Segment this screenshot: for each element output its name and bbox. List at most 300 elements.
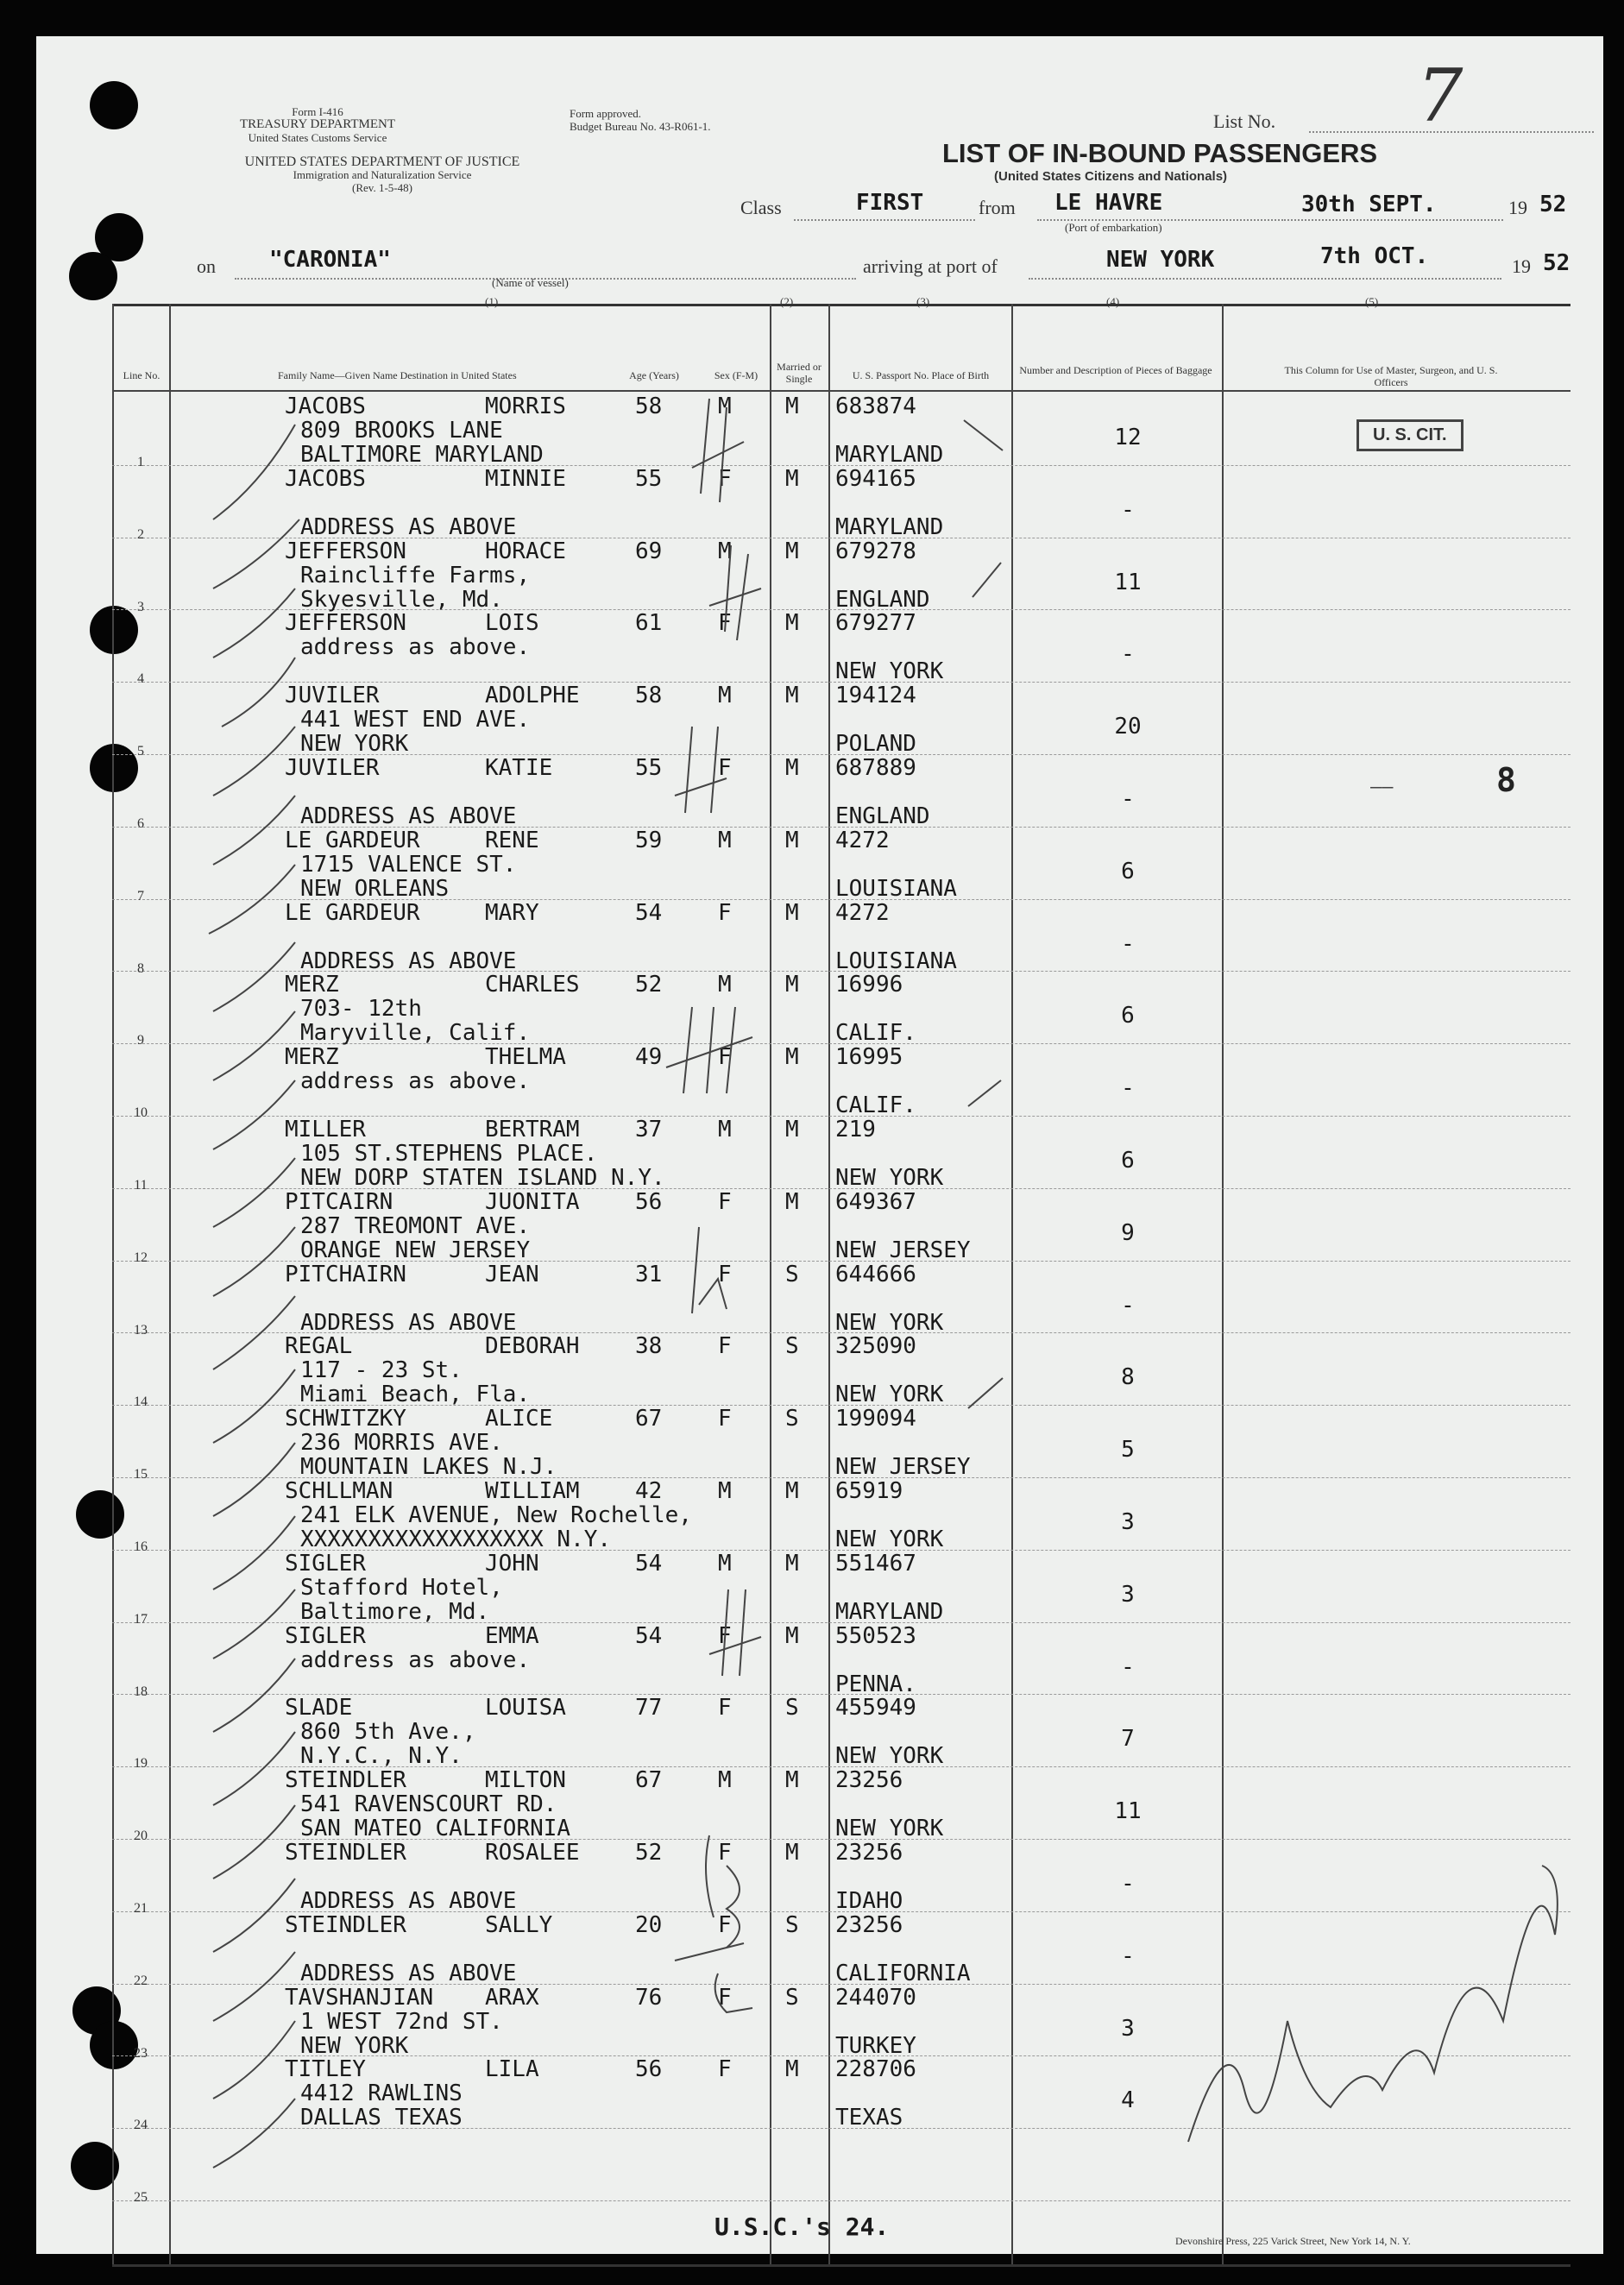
line-number: 17: [134, 1611, 148, 1627]
line-number: 12: [134, 1250, 148, 1265]
given-name: LILA: [485, 2056, 539, 2083]
baggage-count: -: [1121, 496, 1135, 523]
address-line-1: 287 TREOMONT AVE.: [300, 1212, 531, 1239]
address-line-1: 236 MORRIS AVE.: [300, 1430, 503, 1457]
baggage-count: -: [1121, 1871, 1135, 1897]
address-line-2: Baltimore, Md.: [300, 1598, 490, 1625]
family-name: STEINDLER: [285, 1840, 406, 1866]
marital-status: M: [785, 1550, 799, 1577]
manifest-page: [36, 36, 1603, 2254]
passport-number: 244070: [835, 1984, 916, 2011]
col-header-passport: U. S. Passport No. Place of Birth: [852, 369, 990, 381]
arrival-year: 52: [1543, 250, 1570, 276]
given-name: MARY: [485, 899, 539, 926]
marital-status: M: [785, 393, 799, 419]
budget-bureau: Budget Bureau No. 43-R061-1.: [570, 120, 711, 133]
line-number: 7: [137, 888, 144, 903]
sex: F: [718, 1333, 732, 1360]
age: 42: [635, 1478, 663, 1504]
birthplace: NEW YORK: [835, 1165, 944, 1191]
family-name: JACOBS: [285, 393, 366, 419]
line-number: 14: [134, 1394, 148, 1410]
marital-status: M: [785, 1044, 799, 1071]
from-label: from: [979, 197, 1016, 218]
marital-status: S: [785, 1261, 799, 1287]
baggage-count: 5: [1121, 1437, 1135, 1464]
passport-number: 23256: [835, 1840, 903, 1866]
given-name: ARAX: [485, 1984, 539, 2011]
sex: F: [718, 1840, 732, 1866]
col-header-baggage: Number and Description of Pieces of Baggage: [1019, 364, 1212, 376]
line-number: 9: [137, 1033, 144, 1048]
marital-status: S: [785, 1695, 799, 1722]
given-name: JOHN: [485, 1550, 539, 1577]
age: 55: [635, 755, 663, 781]
marital-status: M: [785, 610, 799, 637]
handwriting-marks: [36, 36, 1603, 2254]
sex: F: [718, 1188, 732, 1215]
baggage-count: -: [1121, 1075, 1135, 1102]
age: 38: [635, 1333, 663, 1360]
col-header-line-no: Line No.: [123, 369, 161, 381]
marital-status: M: [785, 2056, 799, 2083]
side-note: 8: [1496, 761, 1516, 799]
address-line-1: Stafford Hotel,: [300, 1574, 503, 1601]
birthplace: PENNA.: [835, 1671, 916, 1697]
address-line-1: 809 BROOKS LANE: [300, 418, 503, 444]
baggage-count: 20: [1114, 714, 1142, 740]
birthplace: NEW YORK: [835, 1382, 944, 1408]
line-number: 16: [134, 1539, 148, 1554]
address-line-1: 860 5th Ave.,: [300, 1719, 476, 1746]
passport-number: 694165: [835, 465, 916, 492]
baggage-count: 11: [1114, 1798, 1142, 1825]
passport-number: 23256: [835, 1767, 903, 1794]
baggage-count: -: [1121, 1942, 1135, 1969]
vessel-caption: (Name of vessel): [492, 276, 569, 289]
given-name: LOUISA: [485, 1695, 566, 1722]
birthplace: MARYLAND: [835, 1598, 944, 1625]
given-name: LOIS: [485, 610, 539, 637]
age: 52: [635, 1840, 663, 1866]
address-line-1: 703- 12th: [300, 996, 422, 1023]
vessel-name: "CARONIA": [269, 247, 391, 273]
address-line-2: XXXXXXXXXXXXXXXXXX N.Y.: [300, 1526, 612, 1552]
side-dash: ——: [1370, 777, 1394, 798]
line-number: 8: [137, 960, 144, 976]
line-number: 25: [134, 2190, 148, 2206]
family-name: JACOBS: [285, 465, 366, 492]
arrival-year-prefix: 19: [1512, 255, 1531, 277]
address-line-2: ADDRESS AS ABOVE: [300, 513, 517, 540]
baggage-count: 3: [1121, 1509, 1135, 1535]
baggage-count: 6: [1121, 1148, 1135, 1174]
sex: F: [718, 1695, 732, 1722]
address-line-1: address as above.: [300, 1068, 531, 1095]
age: 37: [635, 1117, 663, 1142]
sex: M: [718, 1767, 732, 1794]
passport-number: 551467: [835, 1550, 916, 1577]
marital-status: M: [785, 972, 799, 998]
passport-number: 4272: [835, 899, 890, 926]
marital-status: M: [785, 755, 799, 781]
baggage-count: 4: [1121, 2087, 1135, 2114]
given-name: ADOLPHE: [485, 683, 580, 709]
address-line-1: 1715 VALENCE ST.: [300, 851, 517, 878]
family-name: STEINDLER: [285, 1911, 406, 1938]
line-number: 18: [134, 1684, 148, 1699]
sex: M: [718, 393, 732, 419]
family-name: SCHLLMAN: [285, 1478, 393, 1504]
sex: M: [718, 827, 732, 853]
family-name: MERZ: [285, 1044, 339, 1071]
family-name: LE GARDEUR: [285, 827, 420, 853]
birthplace: ENGLAND: [835, 586, 930, 613]
family-name: JEFFERSON: [285, 610, 406, 637]
address-line-1: 117 - 23 St.: [300, 1357, 463, 1384]
baggage-count: -: [1121, 641, 1135, 668]
line-number: 22: [134, 1973, 148, 1988]
customs-label: United States Customs Service: [248, 131, 387, 144]
address-line-2: NEW ORLEANS: [300, 875, 450, 902]
age: 20: [635, 1911, 663, 1938]
marital-status: M: [785, 827, 799, 853]
given-name: JUONITA: [485, 1188, 580, 1215]
form-approved: Form approved.: [570, 107, 642, 120]
birthplace: NEW JERSEY: [835, 1237, 971, 1263]
page-subtitle: (United States Citizens and Nationals): [994, 169, 1228, 184]
age: 54: [635, 1550, 663, 1577]
list-no-label: List No.: [1213, 110, 1276, 132]
address-line-1: 1 WEST 72nd ST.: [300, 2008, 503, 2035]
baggage-count: -: [1121, 1292, 1135, 1319]
age: 77: [635, 1695, 663, 1722]
birthplace: CALIF.: [835, 1092, 916, 1119]
line-number: 20: [134, 1829, 148, 1844]
sex: M: [718, 538, 732, 564]
marital-status: M: [785, 465, 799, 492]
sex: F: [718, 755, 732, 781]
given-name: ROSALEE: [485, 1840, 580, 1866]
ins-label: Immigration and Naturalization Service: [293, 168, 472, 181]
birthplace: CALIF.: [835, 1020, 916, 1047]
given-name: MORRIS: [485, 393, 566, 419]
passport-number: 65919: [835, 1478, 903, 1504]
family-name: REGAL: [285, 1333, 353, 1360]
line-number: 6: [137, 816, 144, 831]
line-number: 4: [137, 671, 144, 687]
marital-status: M: [785, 1188, 799, 1215]
sex: F: [718, 1984, 732, 2011]
passport-number: 194124: [835, 683, 916, 709]
marital-status: S: [785, 1333, 799, 1360]
line-number: 10: [134, 1105, 148, 1121]
age: 58: [635, 683, 663, 709]
sex: F: [718, 1406, 732, 1432]
sex: F: [718, 1261, 732, 1287]
line-number: 15: [134, 1467, 148, 1482]
address-line-2: NEW DORP STATEN ISLAND N.Y.: [300, 1165, 665, 1191]
age: 59: [635, 827, 663, 853]
on-label: on: [197, 255, 216, 277]
us-citizen-stamp: U. S. CIT.: [1356, 419, 1463, 451]
baggage-count: 6: [1121, 1003, 1135, 1029]
age: 56: [635, 2056, 663, 2083]
passport-number: 4272: [835, 827, 890, 853]
birthplace: POLAND: [835, 731, 916, 758]
class-label: Class: [740, 197, 782, 218]
marital-status: M: [785, 899, 799, 926]
passport-number: 679278: [835, 538, 916, 564]
passport-number: 455949: [835, 1695, 916, 1722]
marital-status: M: [785, 1622, 799, 1649]
age: 52: [635, 972, 663, 998]
sex: M: [718, 1550, 732, 1577]
age: 67: [635, 1767, 663, 1794]
address-line-2: SAN MATEO CALIFORNIA: [300, 1816, 571, 1842]
birthplace: LOUISIANA: [835, 947, 957, 974]
birthplace: NEW JERSEY: [835, 1454, 971, 1481]
address-line-2: DALLAS TEXAS: [300, 2105, 463, 2131]
family-name: LE GARDEUR: [285, 899, 420, 926]
family-name: SCHWITZKY: [285, 1406, 406, 1432]
birthplace: NEW YORK: [835, 1816, 944, 1842]
address-line-1: 241 ELK AVENUE, New Rochelle,: [300, 1502, 692, 1528]
given-name: KATIE: [485, 755, 553, 781]
address-line-2: Maryville, Calif.: [300, 1020, 531, 1047]
baggage-count: 8: [1121, 1364, 1135, 1391]
birthplace: NEW YORK: [835, 658, 944, 685]
column-number: (2): [780, 295, 794, 308]
line-number: 3: [137, 599, 144, 614]
baggage-count: -: [1121, 930, 1135, 957]
address-line-1: 105 ST.STEPHENS PLACE.: [300, 1141, 598, 1167]
passport-number: 679277: [835, 610, 916, 637]
address-line-2: ADDRESS AS ABOVE: [300, 947, 517, 974]
address-line-2: N.Y.C., N.Y.: [300, 1743, 463, 1770]
line-number: 2: [137, 526, 144, 542]
form-number: Form I-416: [292, 105, 343, 118]
departure-date: 30th SEPT.: [1301, 192, 1437, 217]
family-name: MILLER: [285, 1117, 366, 1142]
age: 69: [635, 538, 663, 564]
address-line-1: Raincliffe Farms,: [300, 562, 531, 589]
sex: F: [718, 1044, 732, 1071]
address-line-2: NEW YORK: [300, 2032, 409, 2059]
embark-port-value: LE HAVRE: [1054, 190, 1163, 216]
given-name: HORACE: [485, 538, 566, 564]
sex: F: [718, 899, 732, 926]
baggage-count: 9: [1121, 1219, 1135, 1246]
age: 31: [635, 1261, 663, 1287]
passport-number: 644666: [835, 1261, 916, 1287]
sex: F: [718, 465, 732, 492]
age: 54: [635, 1622, 663, 1649]
given-name: ALICE: [485, 1406, 553, 1432]
sex: F: [718, 2056, 732, 2083]
marital-status: M: [785, 683, 799, 709]
birthplace: MARYLAND: [835, 513, 944, 540]
rev-label: (Rev. 1-5-48): [352, 181, 412, 194]
address-line-2: Skyesville, Md.: [300, 586, 503, 613]
given-name: CHARLES: [485, 972, 580, 998]
family-name: PITCHAIRN: [285, 1261, 406, 1287]
marital-status: M: [785, 1117, 799, 1142]
baggage-count: 7: [1121, 1726, 1135, 1753]
marital-status: M: [785, 1767, 799, 1794]
line-number: 5: [137, 744, 144, 759]
passport-number: 219: [835, 1117, 876, 1142]
address-line-2: MOUNTAIN LAKES N.J.: [300, 1454, 557, 1481]
address-line-2: ADDRESS AS ABOVE: [300, 1888, 517, 1914]
birthplace: TURKEY: [835, 2032, 916, 2059]
sex: F: [718, 1911, 732, 1938]
given-name: MINNIE: [485, 465, 566, 492]
birthplace: TEXAS: [835, 2105, 903, 2131]
baggage-count: 3: [1121, 2015, 1135, 2042]
total-count: U.S.C.'s 24.: [714, 2213, 890, 2241]
line-number: 24: [134, 2118, 148, 2133]
address-line-1: address as above.: [300, 634, 531, 661]
address-line-2: ADDRESS AS ABOVE: [300, 1309, 517, 1336]
given-name: WILLIAM: [485, 1478, 580, 1504]
age: 49: [635, 1044, 663, 1071]
family-name: JUVILER: [285, 755, 380, 781]
passport-number: 550523: [835, 1622, 916, 1649]
column-number: (5): [1365, 295, 1379, 308]
family-name: PITCAIRN: [285, 1188, 393, 1215]
column-number: (3): [916, 295, 930, 308]
line-number: 19: [134, 1756, 148, 1772]
arriving-label: arriving at port of: [863, 255, 998, 277]
line-number: 1: [137, 455, 144, 469]
birthplace: ENGLAND: [835, 803, 930, 829]
family-name: SLADE: [285, 1695, 353, 1722]
passport-number: 199094: [835, 1406, 916, 1432]
sex: F: [718, 1622, 732, 1649]
birthplace: NEW YORK: [835, 1526, 944, 1552]
given-name: BERTRAM: [485, 1117, 580, 1142]
col-header-sex: Sex (F-M): [714, 369, 758, 381]
address-line-2: ADDRESS AS ABOVE: [300, 803, 517, 829]
address-line-1: 541 RAVENSCOURT RD.: [300, 1791, 557, 1818]
class-value: FIRST: [856, 190, 924, 216]
treasury-label: TREASURY DEPARTMENT: [239, 117, 396, 131]
birthplace: IDAHO: [835, 1888, 903, 1914]
age: 54: [635, 899, 663, 926]
age: 76: [635, 1984, 663, 2011]
baggage-count: 6: [1121, 858, 1135, 884]
birthplace: CALIFORNIA: [835, 1960, 971, 1986]
col-header-married: Married or Single: [777, 361, 821, 385]
baggage-count: 12: [1114, 425, 1142, 450]
line-number: 13: [134, 1322, 148, 1338]
sex: M: [718, 1478, 732, 1504]
embark-port-caption: (Port of embarkation): [1065, 221, 1162, 234]
printer-credit: Devonshire Press, 225 Varick Street, New York 14, N. Y.: [1175, 2235, 1411, 2247]
given-name: EMMA: [485, 1622, 539, 1649]
age: 56: [635, 1188, 663, 1215]
address-line-1: address as above.: [300, 1646, 531, 1673]
arrival-date: 7th OCT.: [1320, 243, 1429, 269]
given-name: MILTON: [485, 1767, 566, 1794]
baggage-count: 11: [1114, 569, 1142, 595]
address-line-2: ORANGE NEW JERSEY: [300, 1237, 531, 1263]
marital-status: S: [785, 1911, 799, 1938]
passport-number: 687889: [835, 755, 916, 781]
line-number: 11: [134, 1178, 148, 1193]
list-no-value: 7: [1417, 54, 1463, 138]
departure-year: 52: [1539, 192, 1567, 217]
family-name: JEFFERSON: [285, 538, 406, 564]
address-line-2: NEW YORK: [300, 731, 409, 758]
column-number: (4): [1106, 295, 1120, 308]
birthplace: NEW YORK: [835, 1309, 944, 1336]
family-name: STEINDLER: [285, 1767, 406, 1794]
given-name: RENE: [485, 827, 539, 853]
family-name: MERZ: [285, 972, 339, 998]
family-name: TITLEY: [285, 2056, 366, 2083]
given-name: THELMA: [485, 1044, 566, 1071]
family-name: JUVILER: [285, 683, 380, 709]
justice-label: UNITED STATES DEPARTMENT OF JUSTICE: [244, 154, 520, 169]
passport-number: 16995: [835, 1044, 903, 1071]
family-name: SIGLER: [285, 1622, 366, 1649]
family-name: TAVSHANJIAN: [285, 1984, 434, 2011]
sex: M: [718, 972, 732, 998]
passport-number: 16996: [835, 972, 903, 998]
given-name: DEBORAH: [485, 1333, 580, 1360]
marital-status: S: [785, 1406, 799, 1432]
baggage-count: 3: [1121, 1581, 1135, 1608]
passport-number: 683874: [835, 393, 916, 419]
sex: M: [718, 683, 732, 709]
line-number: 23: [134, 2045, 148, 2061]
age: 58: [635, 393, 663, 419]
address-line-2: BALTIMORE MARYLAND: [300, 442, 544, 468]
col-header-age: Age (Years): [629, 369, 679, 381]
col-header-officers: This Column for Use of Master, Surgeon, and U. S. Officers: [1284, 364, 1498, 388]
age: 55: [635, 465, 663, 492]
sex: M: [718, 1117, 732, 1142]
family-name: SIGLER: [285, 1550, 366, 1577]
depart-year-prefix: 19: [1508, 197, 1527, 218]
given-name: JEAN: [485, 1261, 539, 1287]
marital-status: S: [785, 1984, 799, 2011]
marital-status: M: [785, 1840, 799, 1866]
given-name: SALLY: [485, 1911, 553, 1938]
age: 61: [635, 610, 663, 637]
birthplace: NEW YORK: [835, 1743, 944, 1770]
line-number: 21: [134, 1901, 148, 1916]
arrival-port: NEW YORK: [1106, 247, 1215, 273]
address-line-2: ADDRESS AS ABOVE: [300, 1960, 517, 1986]
baggage-count: -: [1121, 1653, 1135, 1680]
address-line-1: 4412 RAWLINS: [300, 2080, 463, 2107]
passport-number: 228706: [835, 2056, 916, 2083]
passport-number: 325090: [835, 1333, 916, 1360]
column-number: (1): [485, 295, 499, 308]
marital-status: M: [785, 1478, 799, 1504]
birthplace: LOUISIANA: [835, 875, 957, 902]
birthplace: MARYLAND: [835, 442, 944, 468]
age: 67: [635, 1406, 663, 1432]
sex: F: [718, 610, 732, 637]
address-line-1: 441 WEST END AVE.: [300, 707, 531, 733]
passport-number: 649367: [835, 1188, 916, 1215]
marital-status: M: [785, 538, 799, 564]
col-header-name: Family Name—Given Name Destination in United States: [278, 369, 517, 381]
